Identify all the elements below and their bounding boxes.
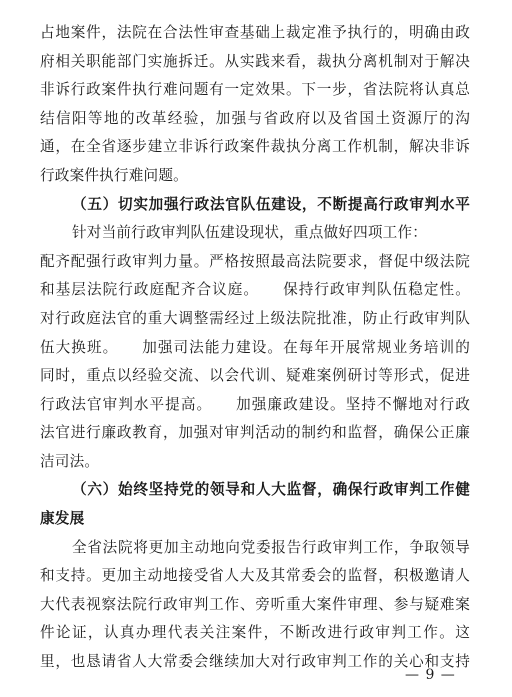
- paragraph-line: 全省法院将更加主动地向党委报告行政审判工作，争取领导: [72, 539, 470, 556]
- paragraph-line: 里，也恳请省人大常委会继续加大对行政审判工作的关心和支持: [40, 653, 470, 670]
- paragraph-line: 对行政庭法官的重大调整需经过上级法院批准，防止行政审判队: [40, 310, 470, 327]
- paragraph-line: 配齐配强行政审判力量。严格按照最高法院要求，督促中级法院: [40, 253, 470, 270]
- paragraph-line: 结信阳等地的改革经验，加强与省政府以及省国土资源厅的沟: [40, 110, 470, 127]
- paragraph-line: 府相关职能部门实施拆迁。从实践来看，裁执分离机制对于解决: [40, 53, 470, 70]
- paragraph-line: 行政法官审判水平提高。 加强廉政建设。坚持不懈地对行政: [40, 396, 470, 413]
- section-heading-6-continued: 康发展: [40, 510, 85, 527]
- paragraph-line: 和支持。更加主动地接受省人大及其常委会的监督，积极邀请人: [40, 567, 470, 584]
- paragraph-line: 通，在全省逐步建立非诉行政案件裁执分离工作机制，解决非诉: [40, 138, 470, 155]
- paragraph-line: 洁司法。: [40, 453, 100, 470]
- paragraph-line: 伍大换班。 加强司法能力建设。在每年开展常规业务培训的: [40, 339, 470, 356]
- paragraph-line: 占地案件，法院在合法性审查基础上裁定准予执行的，明确由政: [40, 24, 470, 41]
- paragraph-line: 和基层法院行政庭配齐合议庭。 保持行政审判队伍稳定性。: [40, 281, 470, 298]
- section-heading-5: （五）切实加强行政法官队伍建设，不断提高行政审判水平: [72, 196, 470, 213]
- paragraph-line: 非诉行政案件执行难问题有一定效果。下一步，省法院将认真总: [40, 81, 470, 98]
- section-heading-6: （六）始终坚持党的领导和人大监督，确保行政审判工作健: [72, 481, 470, 498]
- paragraph-line: 行政案件执行难问题。: [40, 167, 188, 184]
- page-number: — 9 —: [405, 667, 456, 683]
- paragraph-line: 针对当前行政审判队伍建设现状，重点做好四项工作：: [72, 224, 428, 241]
- paragraph-line: 大代表视察法院行政审判工作、旁听重大案件审理、参与疑难案: [40, 596, 470, 613]
- paragraph-line: 同时，重点以经验交流、以会代训、疑难案例研讨等形式，促进: [40, 367, 470, 384]
- paragraph-line: 件论证，认真办理代表关注案件，不断改进行政审判工作。这: [40, 624, 470, 641]
- paragraph-line: 法官进行廉政教育，加强对审判活动的制约和监督，确保公正廉: [40, 424, 470, 441]
